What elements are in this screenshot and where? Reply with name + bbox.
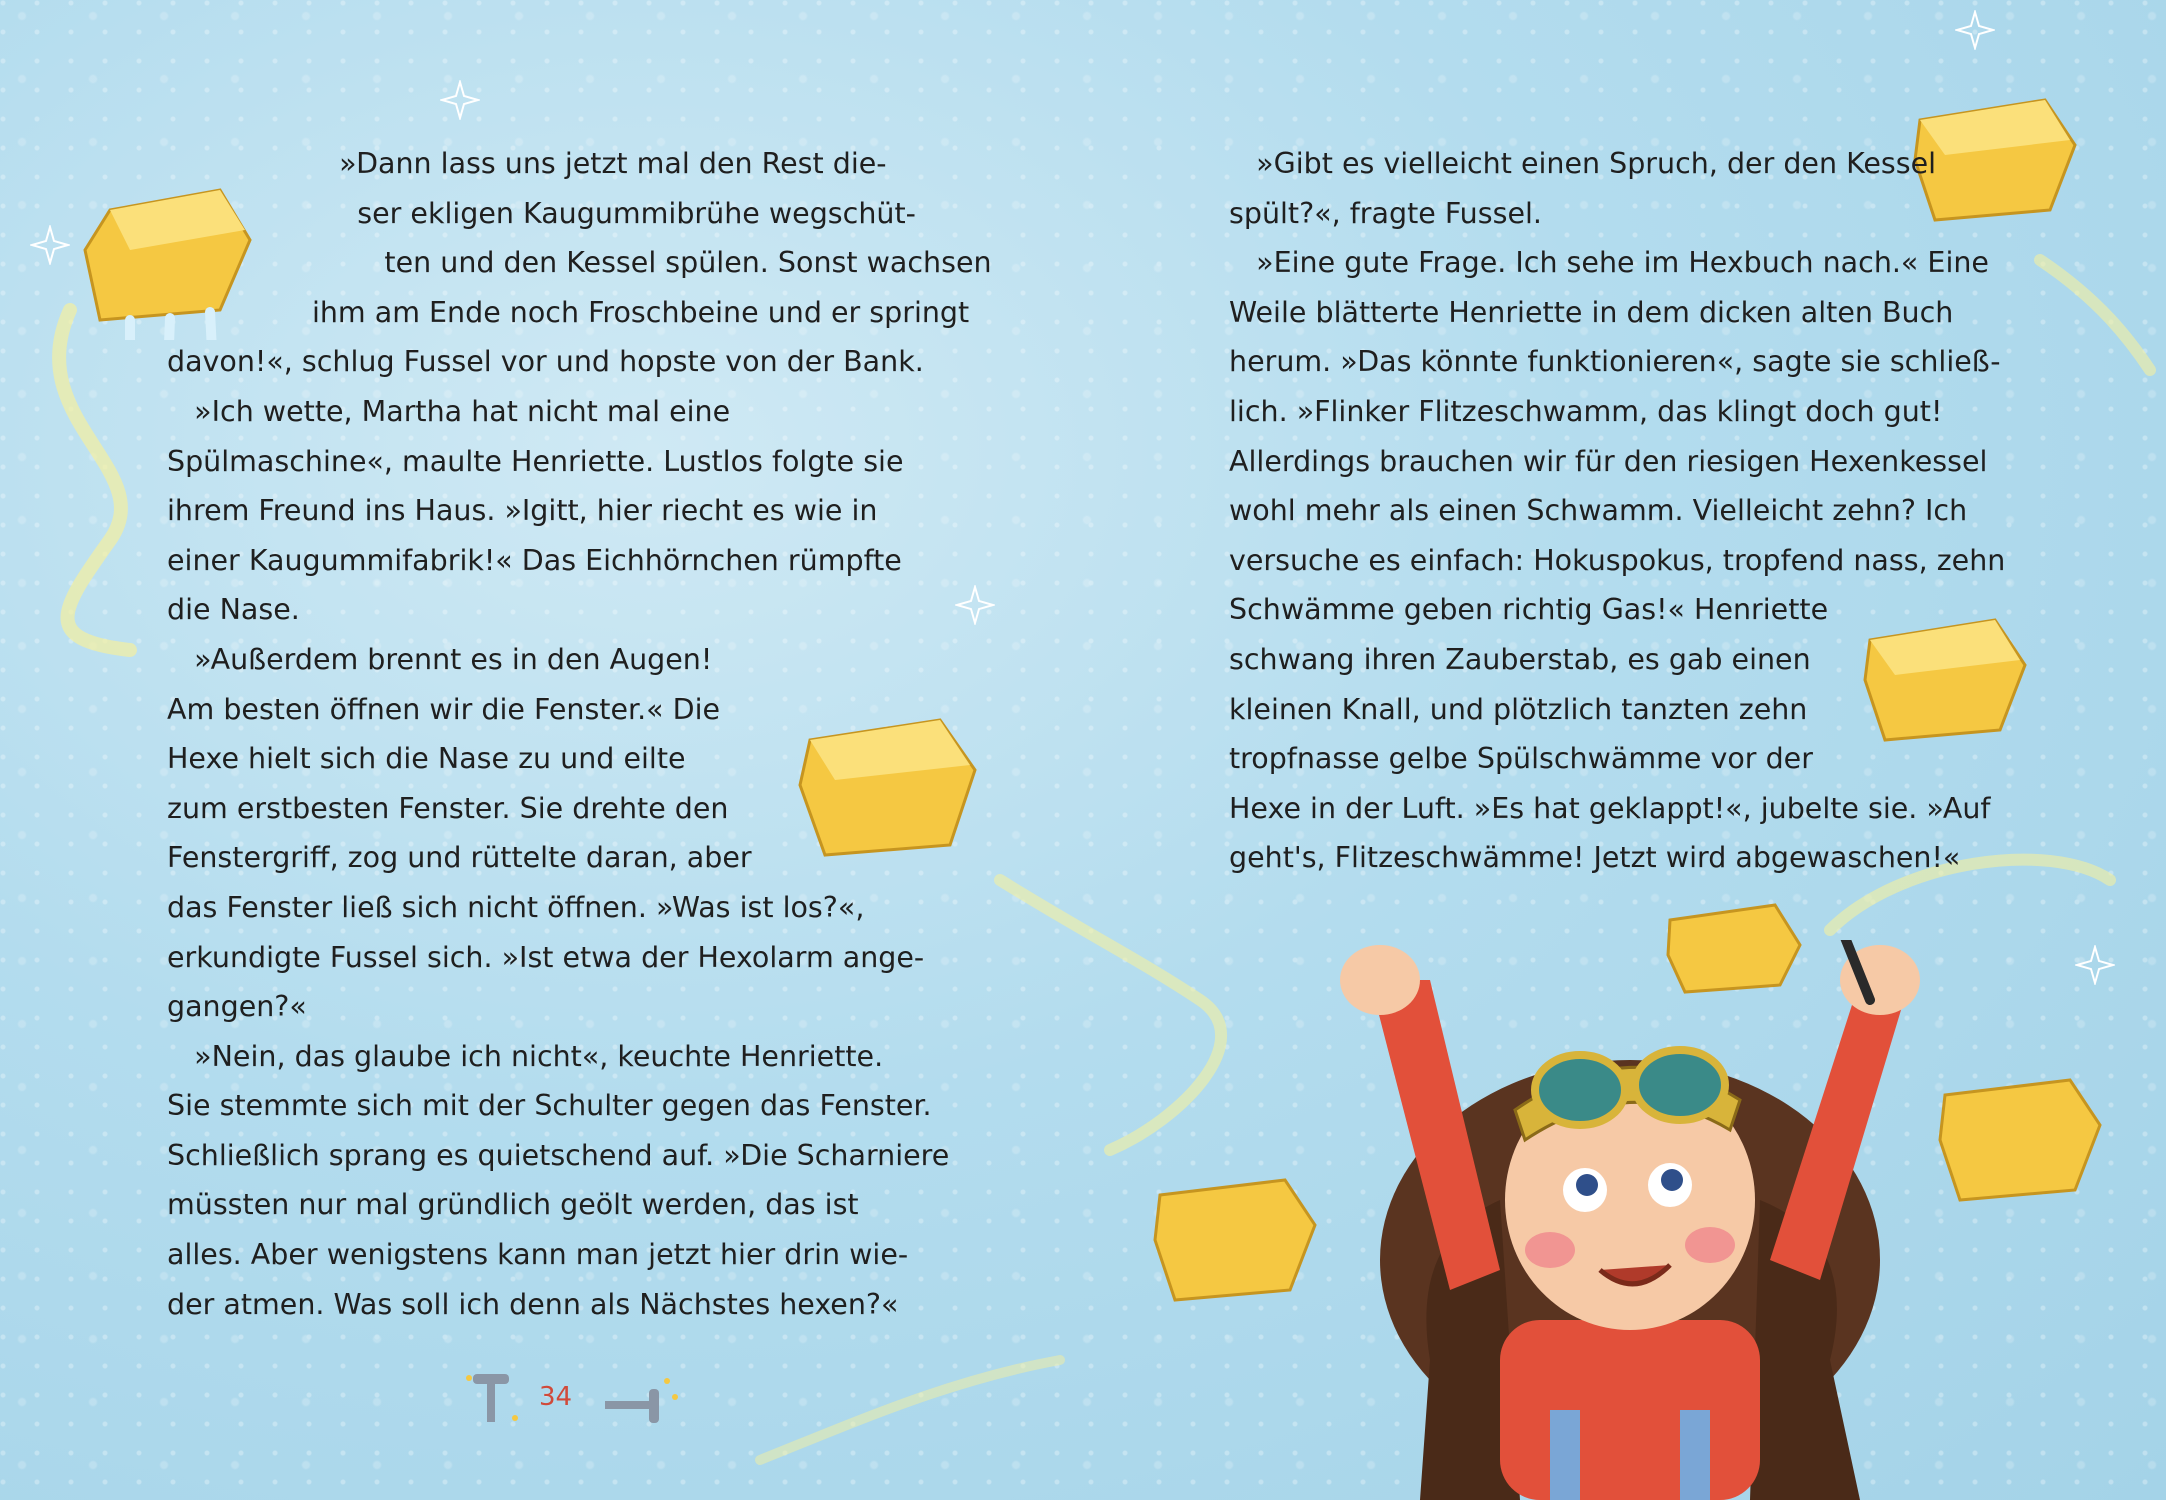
text-line: Allerdings brauchen wir für den riesigen Hexenkessel <box>1229 444 1988 478</box>
text-line: versuche es einfach: Hokuspokus, tropfend nass, zehn <box>1229 543 2006 577</box>
text-line: Hexe hielt sich die Nase zu und eilte <box>167 742 686 776</box>
text-line: kleinen Knall, und plötzlich tanzten zehn <box>1229 692 1808 726</box>
text-line: die Nase. <box>167 593 300 627</box>
text-line: »Außerdem brennt es in den Augen! <box>167 642 713 676</box>
magic-trail <box>1000 880 1221 1150</box>
text-line: Hexe in der Luft. »Es hat geklappt!«, jubelte sie. »Auf <box>1229 791 1991 825</box>
text-line: tropfnasse gelbe Spülschwämme vor der <box>1229 742 1813 776</box>
sponge-icon <box>1930 1040 2110 1210</box>
text-line: Spülmaschine«, maulte Henriette. Lustlos folgte sie <box>167 444 904 478</box>
text-line: alles. Aber wenigstens kann man jetzt hier drin wie- <box>167 1238 909 1272</box>
nail-icon <box>465 1370 535 1430</box>
right-page-text <box>1229 139 2005 883</box>
text-line: ihm am Ende noch Froschbeine und er springt <box>167 295 970 329</box>
text-line: »Ich wette, Martha hat nicht mal eine <box>167 394 731 428</box>
text-line: wohl mehr als einen Schwamm. Vielleicht zehn? Ich <box>1229 494 1968 528</box>
text-line: einer Kaugummifabrik!« Das Eichhörnchen rümpfte <box>167 543 902 577</box>
text-line: geht's, Flitzeschwämme! Jetzt wird abgewaschen!« <box>1229 841 1961 875</box>
text-line: »Nein, das glaube ich nicht«, keuchte Henriette. <box>167 1039 884 1073</box>
page-number: 34 <box>539 1382 573 1412</box>
magic-trail <box>760 1360 1060 1460</box>
text-line: »Gibt es vielleicht einen Spruch, der den Kessel <box>1229 147 1937 180</box>
text-line: Schwämme geben richtig Gas!« Henriette <box>1229 593 1829 627</box>
star-icon <box>440 80 480 120</box>
text-line: Am besten öffnen wir die Fenster.« Die <box>167 692 721 726</box>
magic-trail <box>2040 260 2150 370</box>
girl-illustration <box>1300 940 1920 1500</box>
text-line: das Fenster ließ sich nicht öffnen. »Was ist los?«, <box>167 890 865 924</box>
text-line: der atmen. Was soll ich denn als Nächstes hexen?« <box>167 1287 899 1321</box>
text-line: herum. »Das könnte funktionieren«, sagte sie schließ- <box>1229 345 2001 379</box>
text-line: ihrem Freund ins Haus. »Igitt, hier riecht es wie in <box>167 494 878 528</box>
text-line: »Eine gute Frage. Ich sehe im Hexbuch nach.« Eine <box>1229 246 1989 280</box>
text-line: zum erstbesten Fenster. Sie drehte den <box>167 791 729 825</box>
text-line: Schließlich sprang es quietschend auf. »Die Scharniere <box>167 1138 950 1172</box>
text-line: »Dann lass uns jetzt mal den Rest die- <box>167 147 887 180</box>
magic-trail <box>59 310 130 650</box>
nail-icon <box>595 1375 685 1435</box>
text-line: schwang ihren Zauberstab, es gab einen <box>1229 642 1811 676</box>
text-line: gangen?« <box>167 990 307 1024</box>
left-page-text <box>167 139 992 1329</box>
text-line: erkundigte Fussel sich. »Ist etwa der Hexolarm ange- <box>167 940 925 974</box>
text-line: Sie stemmte sich mit der Schulter gegen das Fenster. <box>167 1089 932 1123</box>
text-line: Weile blätterte Henriette in dem dicken alten Buch <box>1229 295 1954 329</box>
sponge-icon <box>1145 1140 1325 1310</box>
star-icon <box>2075 945 2115 985</box>
text-line: spült?«, fragte Fussel. <box>1229 196 1542 230</box>
star-icon <box>1955 10 1995 50</box>
text-line: müssten nur mal gründlich geölt werden, das ist <box>167 1188 859 1222</box>
text-line: davon!«, schlug Fussel vor und hopste von der Bank. <box>167 345 924 379</box>
text-line: lich. »Flinker Flitzeschwamm, das klingt doch gut! <box>1229 394 1943 428</box>
text-line: ser ekligen Kaugummibrühe wegschüt- <box>167 196 916 230</box>
star-icon <box>30 225 70 265</box>
text-line: Fenstergriff, zog und rüttelte daran, aber <box>167 841 752 875</box>
text-line: ten und den Kessel spülen. Sonst wachsen <box>167 246 992 280</box>
